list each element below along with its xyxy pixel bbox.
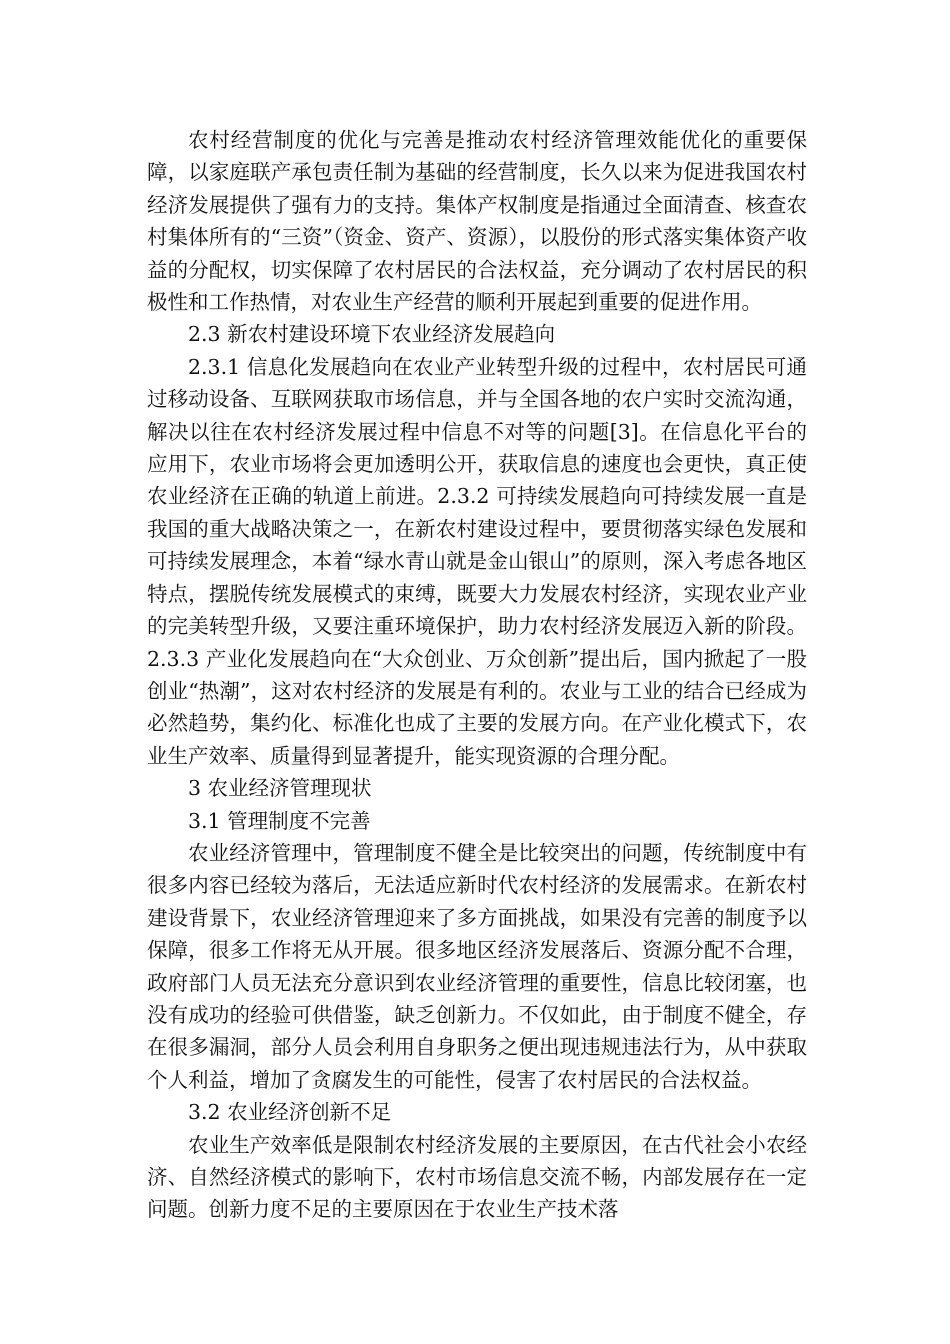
paragraph-management-system: 农业经济管理中，管理制度不健全是比较突出的问题，传统制度中有很多内容已经较为落后，无法适应新时代农村经济的发展需求。在新农村建设背景下，农业经济管理迎来了多方面挑战，如果没有完善的制度予以保障，很多工作将无从开展。很多地区经济发展落后、资源分配不合理，政府部门人员无法充分意识到农业经济管理的重要性，信息比较闭塞，也没有成功的经验可供借鉴，缺乏创新力。不仅如此，由于制度不健全，存在很多漏洞，部分人员会利用自身职务之便出现违规违法行为，从中获取个人利益，增加了贪腐发生的可能性，侵害了农村居民的合法权益。 [147,840,807,1092]
paragraph-development-trends: 2.3.1 信息化发展趋向在农业产业转型升级的过程中，农村居民可通过移动设备、互联网获取市场信息，并与全国各地的农户实时交流沟通，解决以往在农村经济发展过程中信息不对等的问题[3]。在信息化平台的应用下，农业市场将会更加透明公开，获取信息的速度也会更快，真正使农业经济在正确的轨道上前进。2.3.2 可持续发展趋向可持续发展一直是我国的重大战略决策之一，在新农村建设过程中，要贯彻落实绿色发展和可持续发展理念，本着“绿水青山就是金山银山”的原则，深入考虑各地区特点，摆脱传统发展模式的束缚，既要大力发展农村经济，实现农业产业的完美转型升级，又要注重环境保护，助力农村经济发展迈入新的阶段。2.3.3 产业化发展趋向在“大众创业、万众创新”提出后，国内掀起了一股创业“热潮”，这对农村经济的发展是有利的。农业与工业的结合已经成为必然趋势，集约化、标准化也成了主要的发展方向。在产业化模式下，农业生产效率、质量得到显著提升，能实现资源的合理分配。 [147,354,807,768]
document-body [147,124,807,1226]
heading-2-3: 2.3 新农村建设环境下农业经济发展趋向 [188,322,556,347]
heading-3: 3 农业经济管理现状 [188,776,372,801]
paragraph-innovation-shortage: 农业生产效率低是限制农村经济发展的主要原因，在古代社会小农经济、自然经济模式的影响下，农村市场信息交流不畅，内部发展存在一定问题。创新力度不足的主要原因在于农业生产技术落 [147,1132,807,1222]
heading-3-1: 3.1 管理制度不完善 [188,808,371,833]
paragraph-operating-system: 农村经营制度的优化与完善是推动农村经济管理效能优化的重要保障，以家庭联产承包责任制为基础的经营制度，长久以来为促进我国农村经济发展提供了强有力的支持。集体产权制度是指通过全面清查、核查农村集体所有的“三资”（资金、资产、资源），以股份的形式落实集体资产收益的分配权，切实保障了农村居民的合法权益，充分调动了农村居民的积极性和工作热情，对农业生产经营的顺利开展起到重要的促进作用。 [147,128,807,315]
heading-3-2: 3.2 农业经济创新不足 [188,1100,392,1125]
